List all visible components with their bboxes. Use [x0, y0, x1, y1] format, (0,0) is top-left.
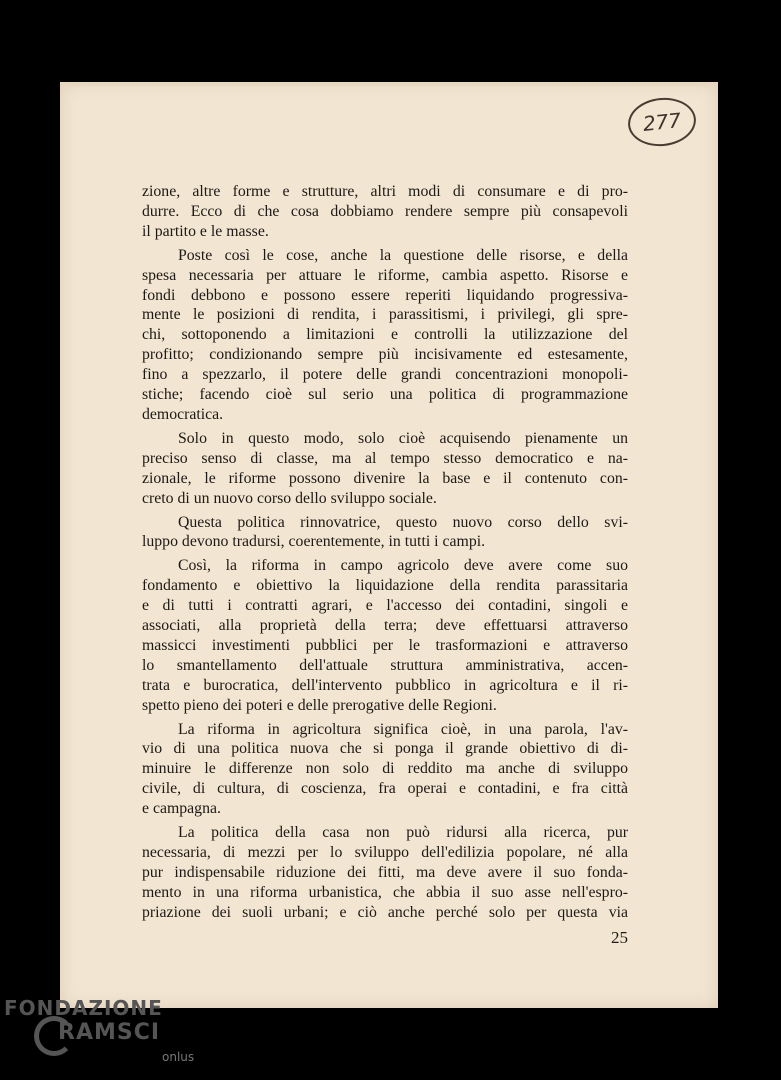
- text-line: fondi debbono e possono essere reperiti liquidando progressiva-: [142, 286, 628, 304]
- watermark-line-1: FONDAZIONE: [4, 996, 163, 1020]
- text-line: La politica della casa non può ridursi alla ricerca, pur: [178, 824, 628, 842]
- paragraph: [142, 429, 628, 509]
- text-line: La riforma in agricoltura significa cioè, in una parola, l'av-: [178, 720, 628, 738]
- watermark-line-3: onlus: [162, 1050, 195, 1064]
- body-text: [142, 182, 628, 923]
- archive-number: 277: [641, 108, 683, 136]
- paragraph: [142, 182, 628, 242]
- paragraph: [142, 246, 628, 425]
- text-line: luppo devono tradursi, coerentemente, in tutti i campi.: [142, 533, 486, 551]
- text-line: massicci investimenti pubblici per le trasformazioni e attraverso: [142, 636, 628, 654]
- text-line: preciso senso di classe, ma al tempo stesso democratico e na-: [142, 449, 628, 467]
- text-line: chi, sottoponendo a limitazioni e controlli la utilizzazione del: [142, 326, 628, 344]
- paragraph: [142, 513, 628, 553]
- text-line: durre. Ecco di che cosa dobbiamo rendere sempre più consapevoli: [142, 202, 628, 220]
- text-line: Così, la riforma in campo agricolo deve avere come suo: [178, 557, 628, 575]
- text-line: trata e burocratica, dell'intervento pubblico in agricoltura e il ri-: [142, 676, 628, 694]
- text-line: zionale, le riforme possono divenire la base e il contenuto con-: [142, 469, 628, 487]
- text-line: profitto; condizionando sempre più incisivamente ed estesamente,: [142, 346, 628, 364]
- paragraph: [142, 556, 628, 715]
- text-line: mente le posizioni di rendita, i parassitismi, i privilegi, gli spre-: [142, 306, 628, 324]
- text-line: mento in una riforma urbanistica, che abbia il suo asse nell'espro-: [142, 883, 628, 901]
- text-line: lo smantellamento dell'attuale struttura amministrativa, accen-: [142, 656, 628, 674]
- text-line: creto di un nuovo corso dello sviluppo sociale.: [142, 489, 437, 507]
- fondazione-gramsci-watermark: [4, 996, 194, 1076]
- watermark-line-2: RAMSCI: [58, 1020, 161, 1045]
- text-line: spesa necessaria per attuare le riforme, cambia aspetto. Risorse e: [142, 266, 628, 284]
- text-line: minuire le differenze non solo di reddito ma anche di sviluppo: [142, 760, 628, 778]
- text-line: Poste così le cose, anche la questione delle risorse, e della: [178, 246, 628, 264]
- text-line: zione, altre forme e strutture, altri modi di consumare e di pro-: [142, 183, 628, 200]
- text-line: e di tutti i contratti agrari, e l'accesso dei contadini, singoli e: [142, 597, 628, 615]
- text-line: Questa politica rinnovatrice, questo nuovo corso dello svi-: [178, 513, 628, 531]
- text-line: pur indispensabile riduzione dei fitti, ma deve avere il suo fonda-: [142, 863, 628, 881]
- text-line: il partito e le masse.: [142, 222, 269, 240]
- text-line: spetto pieno dei poteri e delle prerogative delle Regioni.: [142, 696, 497, 714]
- text-line: e campagna.: [142, 800, 221, 818]
- text-line: associati, alla proprietà della terra; deve effettuarsi attraverso: [142, 617, 628, 635]
- text-line: Solo in questo modo, solo cioè acquisendo pienamente un: [178, 429, 628, 447]
- text-line: fondamento e obiettivo la liquidazione della rendita parassitaria: [142, 577, 628, 595]
- paragraph: [142, 823, 628, 923]
- text-line: civile, di cultura, di coscienza, fra operai e contadini, e fra città: [142, 780, 628, 798]
- text-line: necessaria, di mezzi per lo sviluppo dell'edilizia popolare, né alla: [142, 844, 628, 861]
- page-number: 25: [611, 928, 628, 947]
- page-top-edge: [60, 82, 718, 86]
- text-line: fino a spezzarlo, il potere delle grandi concentrazioni monopoli-: [142, 366, 628, 384]
- text-line: priazione dei suoli urbani; e ciò anche perché solo per questa via: [142, 903, 628, 921]
- text-line: stiche; facendo cioè sul serio una politica di programmazione: [142, 386, 628, 404]
- paragraph: [142, 720, 628, 820]
- text-line: vio di una politica nuova che si ponga il grande obiettivo di di-: [142, 740, 628, 758]
- text-line: democratica.: [142, 405, 224, 423]
